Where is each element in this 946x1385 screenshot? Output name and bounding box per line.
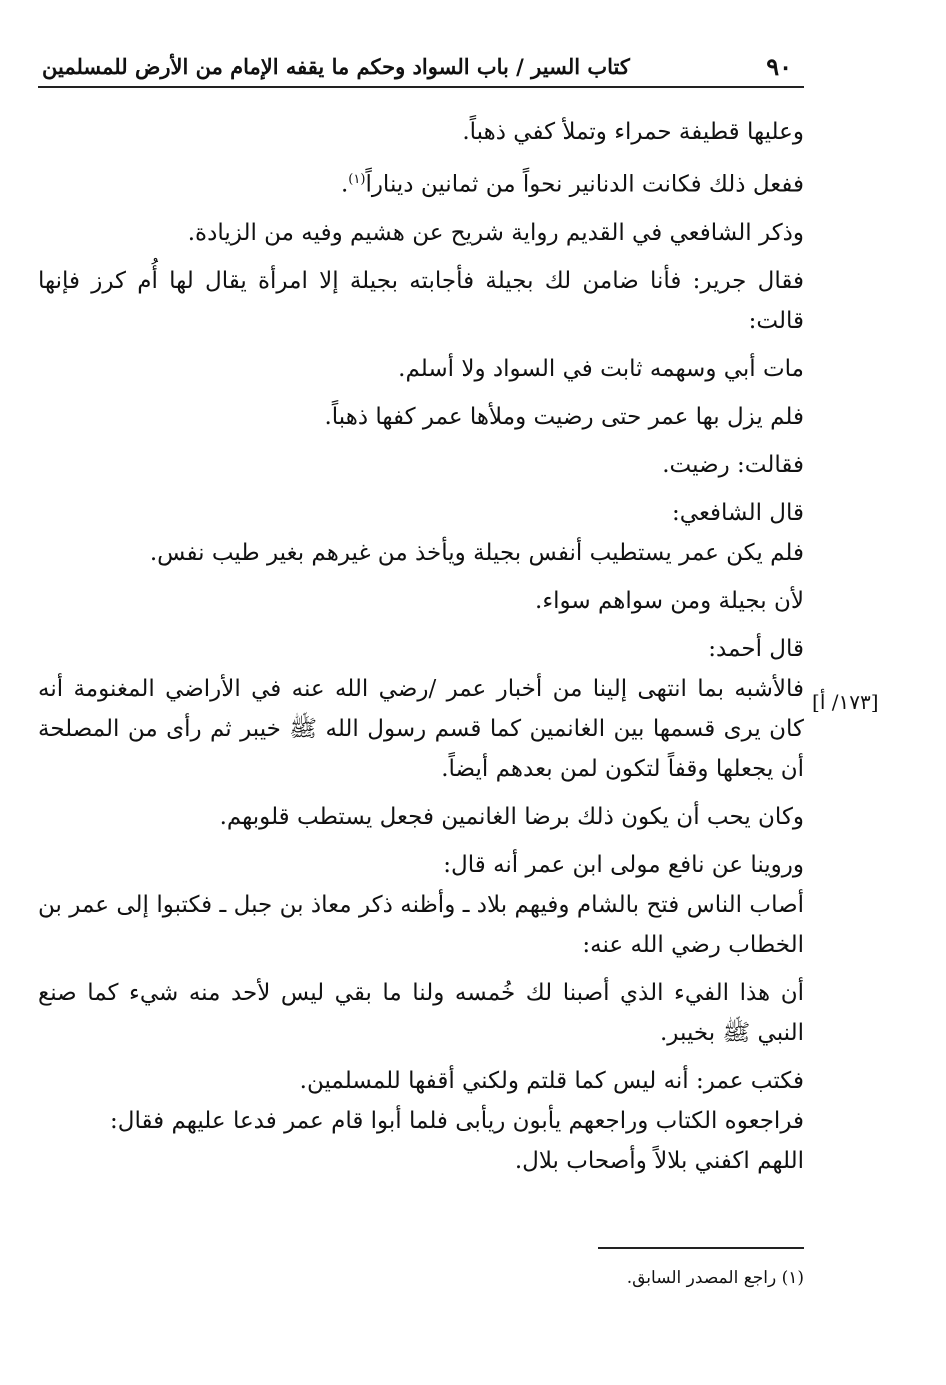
paragraph: فالأشبه بما انتهى إلينا من أخبار عمر /رضي الله عنه في الأراضي المغنومة أنه كان يرى قسمها بين الغانمين كما قسم رسول الله ﷺ خيبر ثم رأى من المصلحة أن يجعلها وقفاً لتكون لمن بعدهم أيضاً.	[38, 675, 804, 782]
running-title: كتاب السير / باب السواد وحكم ما يقفه الإمام من الأرض للمسلمين	[42, 54, 630, 79]
paragraph: مات أبي وسهمه ثابت في السواد ولا أسلم.	[398, 355, 804, 382]
footnote-divider	[598, 1247, 804, 1249]
main-text	[38, 112, 804, 1189]
paragraph: فقال جرير: فأنا ضامن لك بجيلة فأجابته بجيلة إلا امرأة يقال لها أُم كرز فإنها قالت:	[38, 267, 804, 334]
page-number: ٩٠	[766, 52, 792, 81]
paragraph: فلم يكن عمر يستطيب أنفس بجيلة ويأخذ من غيرهم بغير طيب نفس.	[149, 539, 804, 566]
paragraph: فكتب عمر: أنه ليس كما قلتم ولكني أقفها للمسلمين.	[299, 1067, 804, 1094]
paragraph	[38, 160, 804, 205]
paragraph-text: ففعل ذلك فكانت الدنانير نحواً من ثمانين ديناراً	[365, 171, 804, 198]
paragraph: أن هذا الفيء الذي أصبنا لك خُمسه ولنا ما بقي ليس لأحد منه شيء كما صنع النبي ﷺ بخيبر.	[38, 979, 804, 1046]
margin-note: [١٧٣/ أ]	[812, 690, 879, 714]
page-header	[38, 52, 804, 88]
paragraph: وعليها قطيفة حمراء وتملأ كفي ذهباً.	[462, 119, 804, 145]
paragraph: وروينا عن نافع مولى ابن عمر أنه قال:	[443, 851, 804, 878]
footnote-reference: (١)	[348, 172, 366, 187]
paragraph-end: .	[340, 171, 349, 198]
paragraph: فراجعوه الكتاب وراجعهم يأبون ريأبى فلما أبوا قام عمر فدعا عليهم فقال:	[110, 1107, 804, 1134]
paragraph: وكان يحب أن يكون ذلك برضا الغانمين فجعل يستطب قلوبهم.	[219, 803, 804, 830]
paragraph: لأن بجيلة ومن سواهم سواء.	[535, 587, 804, 614]
paragraph: قال أحمد:	[708, 635, 804, 662]
paragraph: اللهم اكفني بلالاً وأصحاب بلال.	[514, 1147, 804, 1174]
footnote: (١) راجع المصدر السابق.	[626, 1268, 804, 1288]
paragraph: فقالت: رضيت.	[662, 451, 804, 478]
paragraph: وذكر الشافعي في القديم رواية شريح عن هشيم وفيه من الزيادة.	[187, 219, 804, 246]
paragraph: قال الشافعي:	[672, 499, 804, 526]
paragraph: أصاب الناس فتح بالشام وفيهم بلاد ـ وأظنه ذكر معاذ بن جبل ـ فكتبوا إلى عمر بن الخطاب رضي الله عنه:	[38, 891, 804, 958]
paragraph: فلم يزل بها عمر حتى رضيت وملأها عمر كفها ذهباً.	[324, 403, 804, 430]
